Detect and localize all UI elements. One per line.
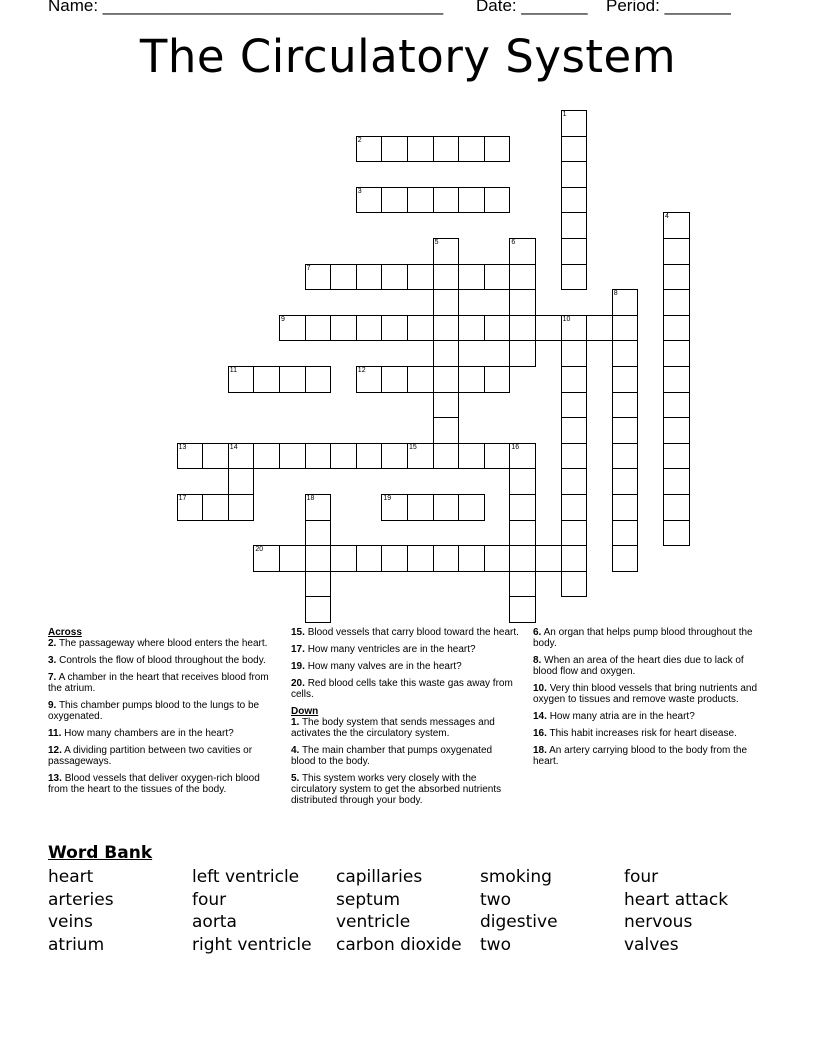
grid-cell[interactable] (356, 366, 383, 393)
grid-cell[interactable] (612, 340, 639, 367)
clue-number: 7. (48, 672, 57, 683)
grid-cell[interactable] (561, 136, 588, 163)
grid-cell[interactable] (253, 545, 280, 572)
grid-cell[interactable] (612, 417, 639, 444)
clue-number: 15. (291, 627, 305, 638)
clue-text: How many ventricles are in the heart? (307, 644, 476, 655)
clue-number-10: 10 (562, 315, 571, 323)
grid-cell[interactable] (663, 238, 690, 265)
grid-cell[interactable] (561, 187, 588, 214)
grid-cell[interactable] (612, 494, 639, 521)
clue-number: 17. (291, 644, 305, 655)
clue-number: 16. (533, 728, 547, 739)
grid-cell[interactable] (509, 468, 536, 495)
grid-cell[interactable] (305, 366, 332, 393)
grid-cell[interactable] (228, 494, 255, 521)
word-bank-word: digestive (480, 912, 558, 932)
clue-item (533, 627, 765, 649)
clues-column-1 (48, 627, 272, 801)
word-bank-word: two (480, 934, 511, 955)
grid-cell[interactable] (356, 136, 383, 163)
grid-cell[interactable] (253, 366, 280, 393)
grid-cell[interactable] (561, 161, 588, 188)
clue-number: 8. (533, 655, 542, 666)
grid-cell[interactable] (458, 136, 485, 163)
word-bank-column (336, 866, 462, 956)
grid-cell[interactable] (433, 289, 460, 316)
grid-cell[interactable] (612, 392, 639, 419)
grid-cell[interactable] (433, 366, 460, 393)
clue-number: 14. (533, 711, 547, 722)
clue-text: Very thin blood vessels that bring nutrients and oxygen to tissues and remove waste products. (533, 683, 758, 705)
clue-item (533, 745, 765, 767)
grid-cell[interactable] (433, 545, 460, 572)
clue-number: 5. (291, 773, 300, 784)
clue-item (48, 700, 272, 722)
grid-cell[interactable] (561, 366, 588, 393)
name-field-label: Name: ____________________________________ (48, 0, 444, 15)
grid-cell[interactable] (484, 443, 511, 470)
grid-cell[interactable] (612, 545, 639, 572)
grid-cell[interactable] (484, 187, 511, 214)
grid-cell[interactable] (433, 136, 460, 163)
grid-cell[interactable] (561, 110, 588, 137)
clue-text: The passageway where blood enters the heart. (58, 638, 268, 649)
grid-cell[interactable] (305, 520, 332, 547)
grid-cell[interactable] (228, 366, 255, 393)
grid-cell[interactable] (433, 340, 460, 367)
clue-number: 10. (533, 683, 547, 694)
clue-number-18: 18 (306, 495, 315, 502)
grid-cell[interactable] (663, 443, 690, 470)
grid-cell[interactable] (458, 315, 485, 342)
grid-cell[interactable] (458, 187, 485, 214)
grid-cell[interactable] (663, 417, 690, 444)
grid-cell[interactable] (356, 315, 383, 342)
grid-cell[interactable] (663, 366, 690, 393)
clue-text: The body system that sends messages and activates the the circulatory system. (291, 717, 495, 739)
grid-cell[interactable] (407, 443, 434, 470)
word-bank-column (480, 866, 558, 956)
clue-text: Blood vessels that carry blood toward the heart. (307, 627, 519, 638)
word-bank-word: septum (336, 889, 401, 910)
clue-number: 12. (48, 745, 62, 756)
grid-cell[interactable] (433, 494, 460, 521)
clue-number-3: 3 (357, 187, 362, 195)
grid-cell[interactable] (561, 494, 588, 521)
clue-number: 3. (48, 655, 57, 666)
clue-number-5: 5 (434, 239, 439, 246)
grid-cell[interactable] (663, 520, 690, 547)
grid-cell[interactable] (381, 366, 408, 393)
clue-text: This system works very closely with the circulatory system to get the absorbed nutrients distributed through your body. (291, 773, 502, 806)
grid-cell[interactable] (458, 443, 485, 470)
grid-cell[interactable] (561, 571, 588, 598)
clue-number-11: 11 (229, 367, 238, 374)
grid-cell[interactable] (484, 366, 511, 393)
grid-cell[interactable] (509, 340, 536, 367)
grid-cell[interactable] (561, 340, 588, 367)
grid-cell[interactable] (279, 315, 306, 342)
grid-cell[interactable] (612, 289, 639, 316)
grid-cell[interactable] (663, 392, 690, 419)
clue-number: 11. (48, 728, 62, 739)
grid-cell[interactable] (561, 468, 588, 495)
clue-item (291, 661, 519, 672)
clue-item (533, 711, 765, 722)
clue-text: How many valves are in the heart? (307, 661, 462, 672)
grid-cell[interactable] (509, 571, 536, 598)
grid-cell[interactable] (305, 494, 332, 521)
clue-number-17: 17 (178, 495, 187, 502)
clue-text: The main chamber that pumps oxygenated blood to the body. (291, 745, 493, 767)
grid-cell[interactable] (663, 315, 690, 342)
grid-cell[interactable] (305, 443, 332, 470)
grid-cell[interactable] (228, 443, 255, 470)
clue-text: A chamber in the heart that receives blood from the atrium. (48, 672, 269, 694)
clue-number-19: 19 (383, 495, 392, 502)
clue-text: An organ that helps pump blood throughout the body. (533, 627, 753, 649)
clue-number: 1. (291, 717, 300, 728)
grid-cell[interactable] (663, 494, 690, 521)
clue-text: How many chambers are in the heart? (64, 728, 234, 739)
clue-number-14: 14 (229, 443, 238, 451)
grid-cell[interactable] (356, 187, 383, 214)
grid-cell[interactable] (381, 315, 408, 342)
date-field-label: Date: _______ (476, 0, 588, 15)
grid-cell[interactable] (561, 417, 588, 444)
clue-number: 20. (291, 678, 305, 689)
clue-number-7: 7 (306, 264, 311, 272)
clue-text: A dividing partition between two cavities or passageways. (48, 745, 253, 767)
word-bank-column (48, 866, 114, 956)
grid-cell[interactable] (177, 494, 204, 521)
clue-item (48, 745, 272, 767)
grid-cell[interactable] (612, 468, 639, 495)
grid-cell[interactable] (535, 315, 562, 342)
down-heading: Down (291, 706, 319, 717)
grid-cell[interactable] (561, 520, 588, 547)
grid-cell[interactable] (509, 315, 536, 342)
grid-cell[interactable] (484, 136, 511, 163)
word-bank-word: ventricle (336, 912, 411, 932)
grid-cell[interactable] (407, 494, 434, 521)
grid-cell[interactable] (433, 417, 460, 444)
clue-item (48, 672, 272, 694)
grid-cell[interactable] (356, 264, 383, 291)
word-bank-word: aorta (192, 912, 237, 932)
grid-cell[interactable] (509, 238, 536, 265)
grid-cell[interactable] (407, 366, 434, 393)
grid-cell[interactable] (561, 264, 588, 291)
clue-item (48, 655, 272, 666)
grid-cell[interactable] (509, 545, 536, 572)
grid-cell[interactable] (561, 545, 588, 572)
grid-cell[interactable] (330, 315, 357, 342)
clue-number-13: 13 (178, 443, 187, 451)
word-bank-column (624, 866, 728, 956)
clue-number-20: 20 (255, 546, 264, 554)
word-bank-word: smoking (480, 867, 552, 887)
grid-cell[interactable] (381, 545, 408, 572)
clue-text: When an area of the heart dies due to lack of blood flow and oxygen. (533, 655, 744, 677)
clue-item (291, 717, 519, 739)
clue-number: 9. (48, 700, 57, 711)
word-bank-word: capillaries (336, 867, 423, 887)
word-bank-word: right ventricle (192, 934, 312, 955)
grid-cell[interactable] (663, 264, 690, 291)
clue-number-2: 2 (357, 136, 362, 144)
grid-cell[interactable] (535, 545, 562, 572)
clue-text: Red blood cells take this waste gas away from cells. (291, 678, 513, 700)
grid-cell[interactable] (202, 494, 229, 521)
clue-number-6: 6 (511, 239, 516, 246)
clue-text: Controls the flow of blood throughout the body. (59, 655, 266, 666)
clues-column-3 (533, 627, 765, 773)
page-title: The Circulatory System (139, 30, 677, 83)
grid-cell[interactable] (202, 443, 229, 470)
grid-cell[interactable] (612, 520, 639, 547)
grid-cell[interactable] (612, 366, 639, 393)
grid-cell[interactable] (663, 289, 690, 316)
clue-text: This chamber pumps blood to the lungs to be oxygenated. (48, 700, 260, 722)
grid-cell[interactable] (509, 443, 536, 470)
grid-cell[interactable] (330, 264, 357, 291)
grid-cell[interactable] (561, 443, 588, 470)
clue-text: How many atria are in the heart? (549, 711, 695, 722)
grid-cell[interactable] (279, 366, 306, 393)
word-bank-word: left ventricle (192, 867, 300, 887)
grid-cell[interactable] (509, 264, 536, 291)
grid-cell[interactable] (561, 238, 588, 265)
grid-cell[interactable] (407, 545, 434, 572)
clue-item (48, 638, 272, 649)
grid-cell[interactable] (586, 315, 613, 342)
grid-cell[interactable] (663, 468, 690, 495)
word-bank-word: atrium (48, 934, 105, 955)
grid-cell[interactable] (305, 596, 332, 623)
grid-cell[interactable] (330, 545, 357, 572)
grid-cell[interactable] (381, 136, 408, 163)
word-bank-word: four (624, 867, 659, 887)
grid-cell[interactable] (433, 264, 460, 291)
word-bank-word: heart (48, 867, 94, 887)
grid-cell[interactable] (381, 443, 408, 470)
word-bank-title: Word Bank (48, 843, 153, 863)
clue-item (48, 728, 272, 739)
grid-cell[interactable] (433, 187, 460, 214)
clue-item (533, 655, 765, 677)
across-heading: Across (48, 627, 82, 638)
grid-cell[interactable] (381, 187, 408, 214)
grid-cell[interactable] (458, 545, 485, 572)
grid-cell[interactable] (433, 238, 460, 265)
grid-cell[interactable] (663, 212, 690, 239)
clue-item (291, 644, 519, 655)
word-bank-word: veins (48, 912, 93, 932)
grid-cell[interactable] (612, 315, 639, 342)
grid-cell[interactable] (509, 520, 536, 547)
clue-text: An artery carrying blood to the body from the heart. (533, 745, 748, 767)
grid-cell[interactable] (407, 187, 434, 214)
grid-cell[interactable] (509, 596, 536, 623)
grid-cell[interactable] (484, 315, 511, 342)
clues-column-2 (291, 627, 519, 812)
grid-cell[interactable] (279, 545, 306, 572)
grid-cell[interactable] (458, 366, 485, 393)
grid-cell[interactable] (612, 443, 639, 470)
grid-cell[interactable] (305, 545, 332, 572)
word-bank-word: valves (624, 934, 679, 955)
clue-text: Blood vessels that deliver oxygen-rich blood from the heart to the tissues of the body. (48, 773, 260, 795)
grid-cell[interactable] (458, 264, 485, 291)
clue-number: 6. (533, 627, 542, 638)
clue-item (48, 773, 272, 795)
clue-item (533, 683, 765, 705)
grid-cell[interactable] (330, 443, 357, 470)
clue-number: 18. (533, 745, 547, 756)
clue-item (533, 728, 765, 739)
grid-cell[interactable] (458, 494, 485, 521)
grid-cell[interactable] (228, 468, 255, 495)
grid-cell[interactable] (407, 264, 434, 291)
grid-cell[interactable] (305, 315, 332, 342)
word-bank-column (192, 866, 312, 956)
grid-cell[interactable] (407, 315, 434, 342)
grid-cell[interactable] (484, 545, 511, 572)
grid-cell[interactable] (663, 340, 690, 367)
word-bank-word: nervous (624, 912, 693, 932)
clue-item (291, 745, 519, 767)
grid-cell[interactable] (509, 289, 536, 316)
clue-item (291, 773, 519, 806)
word-bank-word: four (192, 889, 227, 910)
period-field-label: Period: _______ (606, 0, 731, 15)
grid-cell[interactable] (177, 443, 204, 470)
clue-number-1: 1 (562, 111, 567, 118)
clue-number: 13. (48, 773, 62, 784)
grid-cell[interactable] (433, 443, 460, 470)
word-bank-word: heart attack (624, 889, 729, 910)
grid-cell[interactable] (356, 545, 383, 572)
clue-number-12: 12 (357, 367, 366, 374)
clue-number: 2. (48, 638, 57, 649)
clue-number: 19. (291, 661, 305, 672)
clue-item (291, 627, 519, 638)
word-bank-word: carbon dioxide (336, 934, 462, 955)
grid-cell[interactable] (433, 315, 460, 342)
clue-number-4: 4 (665, 213, 669, 221)
grid-cell[interactable] (381, 264, 408, 291)
grid-cell[interactable] (305, 264, 332, 291)
grid-cell[interactable] (484, 264, 511, 291)
word-bank-word: arteries (48, 889, 114, 910)
clue-number-9: 9 (281, 315, 285, 323)
clue-number-15: 15 (409, 443, 417, 451)
grid-cell[interactable] (407, 136, 434, 163)
grid-cell[interactable] (305, 571, 332, 598)
grid-cell[interactable] (561, 315, 588, 342)
clue-number: 4. (291, 745, 300, 756)
clue-number-8: 8 (613, 290, 618, 298)
grid-cell[interactable] (253, 443, 280, 470)
grid-cell[interactable] (561, 392, 588, 419)
word-bank-word: two (480, 889, 511, 910)
clue-item (291, 678, 519, 700)
grid-cell[interactable] (381, 494, 408, 521)
clue-text: This habit increases risk for heart disease. (549, 728, 737, 739)
grid-cell[interactable] (356, 443, 383, 470)
grid-cell[interactable] (509, 494, 536, 521)
grid-cell[interactable] (279, 443, 306, 470)
grid-cell[interactable] (561, 212, 588, 239)
grid-cell[interactable] (433, 392, 460, 419)
clue-number-16: 16 (511, 443, 520, 451)
